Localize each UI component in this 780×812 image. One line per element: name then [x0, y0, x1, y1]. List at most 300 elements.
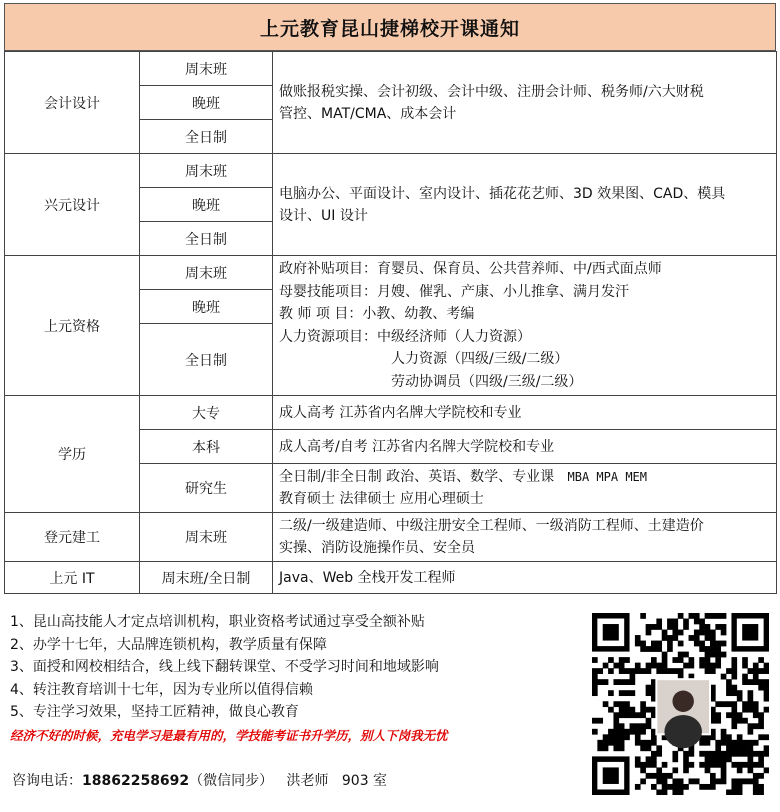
qr-module: [672, 657, 678, 663]
qr-module: [635, 723, 641, 729]
qr-module: [731, 701, 737, 707]
qr-module: [619, 663, 625, 669]
qr-module: [640, 767, 646, 773]
qr-module: [705, 652, 711, 658]
qr-module: [699, 630, 705, 636]
qr-module: [710, 630, 716, 636]
qr-module: [656, 646, 662, 652]
category-qualification: 上元资格: [5, 256, 140, 396]
qr-module: [742, 679, 748, 685]
qr-module: [689, 657, 695, 663]
qr-module: [726, 756, 732, 762]
qr-module: [710, 778, 716, 784]
qr-module: [672, 668, 678, 674]
qr-module: [753, 707, 759, 713]
qr-finder: [603, 767, 619, 784]
qr-module: [748, 756, 754, 762]
qr-module: [635, 734, 641, 740]
qr-module: [619, 701, 625, 707]
qr-module: [726, 740, 732, 746]
qr-module: [721, 767, 727, 773]
qr-module: [764, 668, 769, 674]
qr-module: [742, 663, 748, 669]
qr-module: [699, 657, 705, 663]
qr-module: [656, 773, 662, 779]
qr-module: [705, 751, 711, 757]
qr-module: [748, 696, 754, 702]
qr-module: [699, 624, 705, 630]
qr-module: [646, 646, 652, 652]
list-item: 4、转注教育培训十七年，因为专业所以值得信赖: [10, 681, 313, 698]
qr-module: [689, 613, 695, 619]
qr-module: [753, 789, 759, 795]
table-row: [5, 562, 777, 594]
teacher-name: 洪老师: [286, 773, 329, 789]
qr-module: [731, 712, 737, 718]
qr-module: [710, 784, 716, 790]
qr-module: [753, 762, 759, 768]
qr-module: [672, 789, 678, 795]
qr-module: [656, 663, 662, 669]
qr-module: [748, 751, 754, 757]
qr-module: [646, 690, 652, 696]
qr-module: [699, 762, 705, 768]
qr-module: [689, 751, 695, 757]
qr-module: [603, 701, 609, 707]
qr-module: [731, 668, 737, 674]
qr-module: [742, 740, 748, 746]
qr-module: [758, 751, 764, 757]
qr-module: [678, 668, 684, 674]
qr-module: [737, 712, 743, 718]
qr-module: [672, 756, 678, 762]
notice-title: 上元教育昆山捷梯校开课通知: [4, 3, 776, 51]
qr-module: [592, 729, 598, 735]
qr-module: [640, 646, 646, 652]
qr-module: [646, 668, 652, 674]
qr-module: [715, 712, 721, 718]
qr-module: [721, 613, 727, 619]
qr-module: [753, 784, 759, 790]
list-item: 3、面授和网校相结合，线上线下翻转课堂、不受学习时间和地域影响: [10, 659, 439, 676]
qr-module: [721, 701, 727, 707]
qr-module: [758, 734, 764, 740]
qr-module: [662, 773, 668, 779]
qr-module: [656, 745, 662, 751]
qr-module: [651, 773, 657, 779]
qr-module: [592, 718, 598, 724]
qr-module: [597, 740, 603, 746]
qr-module: [646, 718, 652, 724]
room-number: 903 室: [341, 773, 388, 789]
avatar-body: [664, 715, 702, 748]
session-weekend: 周末班: [140, 256, 273, 290]
qr-module: [715, 745, 721, 751]
qr-module: [683, 619, 689, 625]
qr-module: [753, 740, 759, 746]
qr-module: [624, 734, 630, 740]
qr-module: [721, 751, 727, 757]
qr-module: [726, 701, 732, 707]
qr-module: [624, 729, 630, 735]
qr-module: [715, 613, 721, 619]
qr-module: [619, 729, 625, 735]
list-item: 5、专注学习效果，坚持工匠精神，做良心教育: [10, 704, 299, 721]
qr-module: [592, 679, 598, 685]
phone-number[interactable]: 18862258692: [82, 773, 190, 789]
qr-module: [764, 679, 769, 685]
qr-module: [635, 668, 641, 674]
qr-module: [619, 690, 625, 696]
qr-module: [705, 784, 711, 790]
qr-module: [651, 663, 657, 669]
qr-module: [715, 624, 721, 630]
qr-module: [640, 701, 646, 707]
qr-module: [726, 668, 732, 674]
course-description: 做账报税实操、会计初级、会计中级、注册会计师、税务师/六大财税 管控、MAT/CMA、成本会计: [273, 52, 777, 154]
qr-module: [715, 751, 721, 757]
qr-module: [742, 657, 748, 663]
qr-module: [721, 729, 727, 735]
qr-module: [608, 734, 614, 740]
qr-module: [678, 778, 684, 784]
qr-module: [689, 778, 695, 784]
qr-module: [710, 646, 716, 652]
qr-module: [651, 646, 657, 652]
qr-module: [667, 641, 673, 647]
qr-module: [640, 613, 646, 619]
qr-module: [726, 734, 732, 740]
qr-module: [748, 723, 754, 729]
qr-module: [672, 778, 678, 784]
qr-module: [742, 707, 748, 713]
qr-module: [715, 701, 721, 707]
qr-module: [715, 663, 721, 669]
qr-module: [699, 751, 705, 757]
qr-module: [715, 652, 721, 658]
list-item: 2、办学十七年，大品牌连锁机构，教学质量有保障: [10, 636, 327, 653]
qr-module: [705, 762, 711, 768]
qr-module: [764, 734, 769, 740]
qr-module: [651, 784, 657, 790]
qr-module: [753, 663, 759, 669]
list-item: 1、昆山高技能人才定点培训机构，职业资格考试通过享受全额补贴: [10, 614, 425, 630]
qr-module: [678, 657, 684, 663]
qr-module: [694, 635, 700, 641]
qr-module: [656, 789, 662, 795]
qr-module: [753, 751, 759, 757]
qr-module: [597, 668, 603, 674]
qr-module: [619, 657, 625, 663]
qr-module: [651, 641, 657, 647]
qr-module: [742, 701, 748, 707]
qr-module: [758, 657, 764, 663]
qr-module: [646, 630, 652, 636]
qr-finder: [742, 624, 758, 641]
qr-module: [748, 729, 754, 735]
qr-module: [624, 657, 630, 663]
session-weekend: 周末班: [140, 52, 273, 86]
qr-module: [619, 707, 625, 713]
qr-module: [656, 668, 662, 674]
qr-module: [731, 784, 737, 790]
qr-module: [678, 613, 684, 619]
qr-module: [764, 663, 769, 669]
qr-module: [635, 784, 641, 790]
qr-module: [742, 751, 748, 757]
qr-module: [721, 630, 727, 636]
session-evening: 晚班: [140, 86, 273, 120]
qr-module: [672, 635, 678, 641]
qr-module: [630, 707, 636, 713]
qr-module: [603, 679, 609, 685]
qr-module: [699, 740, 705, 746]
qr-module: [710, 756, 716, 762]
qr-module: [694, 613, 700, 619]
qr-module: [613, 734, 619, 740]
qr-module: [592, 690, 598, 696]
qr-module: [662, 668, 668, 674]
qr-module: [764, 767, 769, 773]
feature-list: [10, 611, 448, 748]
qr-module: [748, 690, 754, 696]
qr-module: [597, 718, 603, 724]
qr-module: [667, 624, 673, 630]
qr-module: [678, 784, 684, 790]
qr-module: [742, 745, 748, 751]
qr-module: [721, 641, 727, 647]
qr-module: [656, 619, 662, 625]
qr-module: [721, 652, 727, 658]
course-description: 成人高考/自考 江苏省内名牌大学院校和专业: [273, 430, 777, 464]
qr-module: [678, 630, 684, 636]
session-fullday: 全日制: [140, 222, 273, 256]
qr-module: [640, 641, 646, 647]
qr-module: [758, 773, 764, 779]
table-row: [5, 256, 777, 290]
qr-module: [694, 778, 700, 784]
qr-module: [651, 657, 657, 663]
qr-module: [721, 674, 727, 680]
session-weekend-fullday: 周末班/全日制: [140, 562, 273, 594]
contact-line: [12, 770, 387, 790]
course-description: 全日制/非全日制 政治、英语、数学、专业课 MBA MPA MEM 教育硕士 法律硕士 应用心理硕士: [273, 464, 777, 513]
qr-module: [726, 751, 732, 757]
qr-module: [624, 679, 630, 685]
qr-module: [630, 729, 636, 735]
qr-module: [635, 756, 641, 762]
qr-module: [635, 712, 641, 718]
qr-module: [689, 663, 695, 669]
qr-module: [667, 773, 673, 779]
qr-module: [656, 751, 662, 757]
qr-module: [731, 657, 737, 663]
qr-module: [726, 789, 732, 795]
qr-module: [651, 762, 657, 768]
qr-module: [603, 745, 609, 751]
qr-module: [737, 751, 743, 757]
qr-module: [662, 652, 668, 658]
qr-module: [624, 701, 630, 707]
qr-module: [608, 668, 614, 674]
qr-module: [603, 734, 609, 740]
qr-module: [630, 712, 636, 718]
qr-module: [705, 767, 711, 773]
qr-module: [699, 646, 705, 652]
qr-module: [721, 740, 727, 746]
category-construction: 登元建工: [5, 513, 140, 562]
qr-module: [715, 718, 721, 724]
qr-module: [613, 740, 619, 746]
qr-module: [758, 685, 764, 691]
qr-code-graphic: [592, 613, 769, 795]
qr-module: [758, 668, 764, 674]
course-description: 成人高考 江苏省内名牌大学院校和专业: [273, 396, 777, 430]
qr-module: [662, 762, 668, 768]
qr-module: [640, 723, 646, 729]
session-evening: 晚班: [140, 188, 273, 222]
avatar-head: [672, 691, 693, 712]
qr-module: [667, 784, 673, 790]
session-weekend: 周末班: [140, 513, 273, 562]
qr-module: [656, 624, 662, 630]
qr-module: [694, 619, 700, 625]
qr-module: [705, 756, 711, 762]
qr-module: [656, 641, 662, 647]
qr-module: [613, 701, 619, 707]
qr-module: [640, 778, 646, 784]
qr-module: [737, 762, 743, 768]
qr-module: [635, 762, 641, 768]
qr-module: [619, 712, 625, 718]
qr-module: [592, 668, 598, 674]
qr-module: [640, 668, 646, 674]
qr-module: [710, 663, 716, 669]
qr-module: [731, 690, 737, 696]
qr-module: [619, 745, 625, 751]
qr-module: [731, 762, 737, 768]
qr-module: [753, 773, 759, 779]
qr-module: [646, 663, 652, 669]
course-description: 二级/一级建造师、中级注册安全工程师、一级消防工程师、土建造价 实操、消防设施操作员、安全员: [273, 513, 777, 562]
qr-module: [592, 674, 598, 680]
category-xingyuan: 兴元设计: [5, 154, 140, 256]
qr-module: [758, 756, 764, 762]
qr-code-icon[interactable]: [592, 613, 769, 795]
level-postgraduate: 研究生: [140, 464, 273, 513]
qr-module: [758, 784, 764, 790]
qr-module: [678, 641, 684, 647]
session-evening: 晚班: [140, 290, 273, 324]
qr-module: [672, 619, 678, 625]
qr-module: [737, 740, 743, 746]
qr-module: [672, 624, 678, 630]
qr-module: [683, 663, 689, 669]
course-description: 电脑办公、平面设计、室内设计、插花花艺师、3D 效果图、CAD、模具 设计、UI 设计: [273, 154, 777, 256]
qr-module: [651, 740, 657, 746]
qr-module: [662, 635, 668, 641]
qr-module: [715, 756, 721, 762]
level-bachelor: 本科: [140, 430, 273, 464]
qr-module: [672, 767, 678, 773]
qr-module: [635, 729, 641, 735]
qr-module: [699, 641, 705, 647]
qr-module: [683, 762, 689, 768]
qr-module: [710, 751, 716, 757]
qr-module: [640, 707, 646, 713]
qr-module: [683, 767, 689, 773]
qr-module: [748, 762, 754, 768]
qr-module: [758, 762, 764, 768]
qr-module: [731, 745, 737, 751]
qr-module: [753, 712, 759, 718]
qr-module: [731, 674, 737, 680]
qr-module: [683, 751, 689, 757]
qr-module: [742, 778, 748, 784]
table-row: [5, 513, 777, 562]
qr-module: [721, 762, 727, 768]
qr-module: [694, 630, 700, 636]
qr-module: [656, 778, 662, 784]
qr-module: [699, 663, 705, 669]
qr-module: [731, 685, 737, 691]
qr-module: [748, 767, 754, 773]
qr-module: [608, 729, 614, 735]
qr-module: [764, 690, 769, 696]
qr-module: [726, 745, 732, 751]
qr-module: [758, 723, 764, 729]
qr-module: [694, 641, 700, 647]
course-description: Java、Web 全栈开发工程师: [273, 562, 777, 594]
qr-module: [646, 740, 652, 746]
qr-module: [624, 690, 630, 696]
qr-module: [662, 663, 668, 669]
session-weekend: 周末班: [140, 154, 273, 188]
qr-module: [689, 762, 695, 768]
category-accounting: 会计设计: [5, 52, 140, 154]
qr-module: [619, 723, 625, 729]
qr-module: [613, 679, 619, 685]
qr-module: [646, 707, 652, 713]
qr-module: [726, 679, 732, 685]
qr-module: [672, 784, 678, 790]
qr-module: [646, 756, 652, 762]
qr-module: [603, 740, 609, 746]
qr-module: [667, 646, 673, 652]
qr-module: [748, 701, 754, 707]
qr-module: [608, 707, 614, 713]
qr-module: [748, 740, 754, 746]
table-row: [5, 52, 777, 86]
qr-module: [758, 712, 764, 718]
qr-module: [613, 663, 619, 669]
qr-module: [608, 657, 614, 663]
qr-module: [710, 635, 716, 641]
qr-module: [705, 613, 711, 619]
qr-module: [705, 668, 711, 674]
table-row: [5, 396, 777, 430]
qr-module: [742, 674, 748, 680]
qr-module: [710, 668, 716, 674]
qr-module: [758, 718, 764, 724]
qr-module: [731, 778, 737, 784]
session-fullday: 全日制: [140, 120, 273, 154]
qr-module: [662, 778, 668, 784]
qr-module: [630, 674, 636, 680]
qr-module: [683, 652, 689, 658]
qr-module: [710, 773, 716, 779]
qr-module: [603, 663, 609, 669]
